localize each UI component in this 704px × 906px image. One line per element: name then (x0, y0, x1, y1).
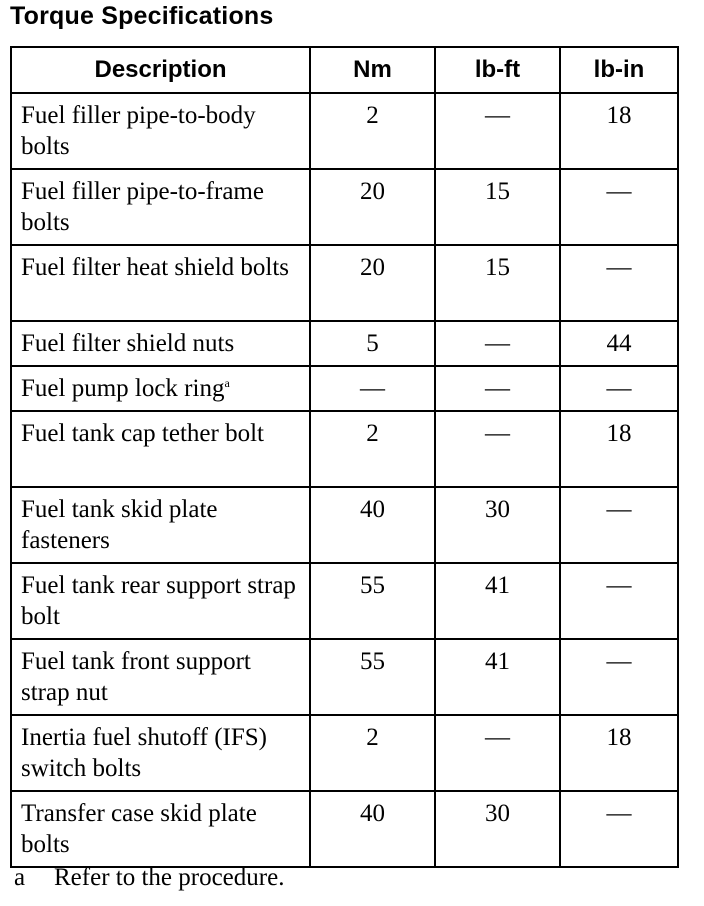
table-row (11, 563, 678, 639)
cell-lb-ft: — (435, 93, 560, 169)
cell-description: Transfer case skid plate bolts (11, 791, 310, 867)
cell-lb-ft: — (435, 366, 560, 411)
cell-description: Fuel tank rear support strap bolt (11, 563, 310, 639)
cell-nm: 55 (310, 563, 435, 639)
cell-lb-in: — (560, 563, 678, 639)
cell-description: Fuel filler pipe-to-frame bolts (11, 169, 310, 245)
table-row (11, 411, 678, 487)
cell-nm: 5 (310, 321, 435, 366)
cell-description (11, 366, 310, 411)
torque-spec-table (10, 46, 679, 868)
cell-description: Fuel tank front support strap nut (11, 639, 310, 715)
cell-lb-in: — (560, 169, 678, 245)
cell-lb-in: — (560, 639, 678, 715)
cell-lb-ft: 15 (435, 245, 560, 321)
table-row (11, 169, 678, 245)
cell-lb-ft: — (435, 411, 560, 487)
header-lb-ft: lb-ft (435, 47, 560, 93)
cell-lb-ft: 30 (435, 487, 560, 563)
table-header-row (11, 47, 678, 93)
header-nm: Nm (310, 47, 435, 93)
table-row (11, 321, 678, 366)
footnote-text: Refer to the procedure. (54, 864, 285, 891)
footnote-mark: a (14, 864, 26, 891)
table-row (11, 366, 678, 411)
cell-lb-ft: 41 (435, 563, 560, 639)
cell-lb-in: — (560, 487, 678, 563)
cell-nm: 20 (310, 245, 435, 321)
footnote-reference: a (224, 376, 230, 390)
cell-lb-in: 44 (560, 321, 678, 366)
cell-nm: — (310, 366, 435, 411)
cell-nm: 2 (310, 411, 435, 487)
cell-nm: 2 (310, 93, 435, 169)
cell-lb-in: 18 (560, 411, 678, 487)
description-text: Fuel pump lock ring (21, 375, 225, 402)
cell-lb-in: — (560, 366, 678, 411)
cell-lb-in: — (560, 245, 678, 321)
cell-description: Fuel filler pipe-to-body bolts (11, 93, 310, 169)
cell-nm: 2 (310, 715, 435, 791)
table-row (11, 487, 678, 563)
page-title: Torque Specifications (10, 2, 274, 30)
cell-lb-ft: 41 (435, 639, 560, 715)
cell-nm: 20 (310, 169, 435, 245)
cell-lb-in: 18 (560, 93, 678, 169)
footnote (14, 864, 284, 892)
cell-nm: 55 (310, 639, 435, 715)
header-lb-in: lb-in (560, 47, 678, 93)
cell-lb-ft: — (435, 715, 560, 791)
cell-description: Fuel filter heat shield bolts (11, 245, 310, 321)
cell-lb-in: 18 (560, 715, 678, 791)
cell-description: Fuel tank skid plate fasteners (11, 487, 310, 563)
cell-lb-ft: 30 (435, 791, 560, 867)
table-row (11, 639, 678, 715)
cell-lb-ft: 15 (435, 169, 560, 245)
table-row (11, 715, 678, 791)
cell-description: Fuel tank cap tether bolt (11, 411, 310, 487)
cell-description: Inertia fuel shutoff (IFS) switch bolts (11, 715, 310, 791)
table-row (11, 93, 678, 169)
table-row (11, 791, 678, 867)
cell-lb-in: — (560, 791, 678, 867)
table-row (11, 245, 678, 321)
cell-lb-ft: — (435, 321, 560, 366)
cell-description: Fuel filter shield nuts (11, 321, 310, 366)
cell-nm: 40 (310, 487, 435, 563)
cell-nm: 40 (310, 791, 435, 867)
header-description: Description (11, 47, 310, 93)
